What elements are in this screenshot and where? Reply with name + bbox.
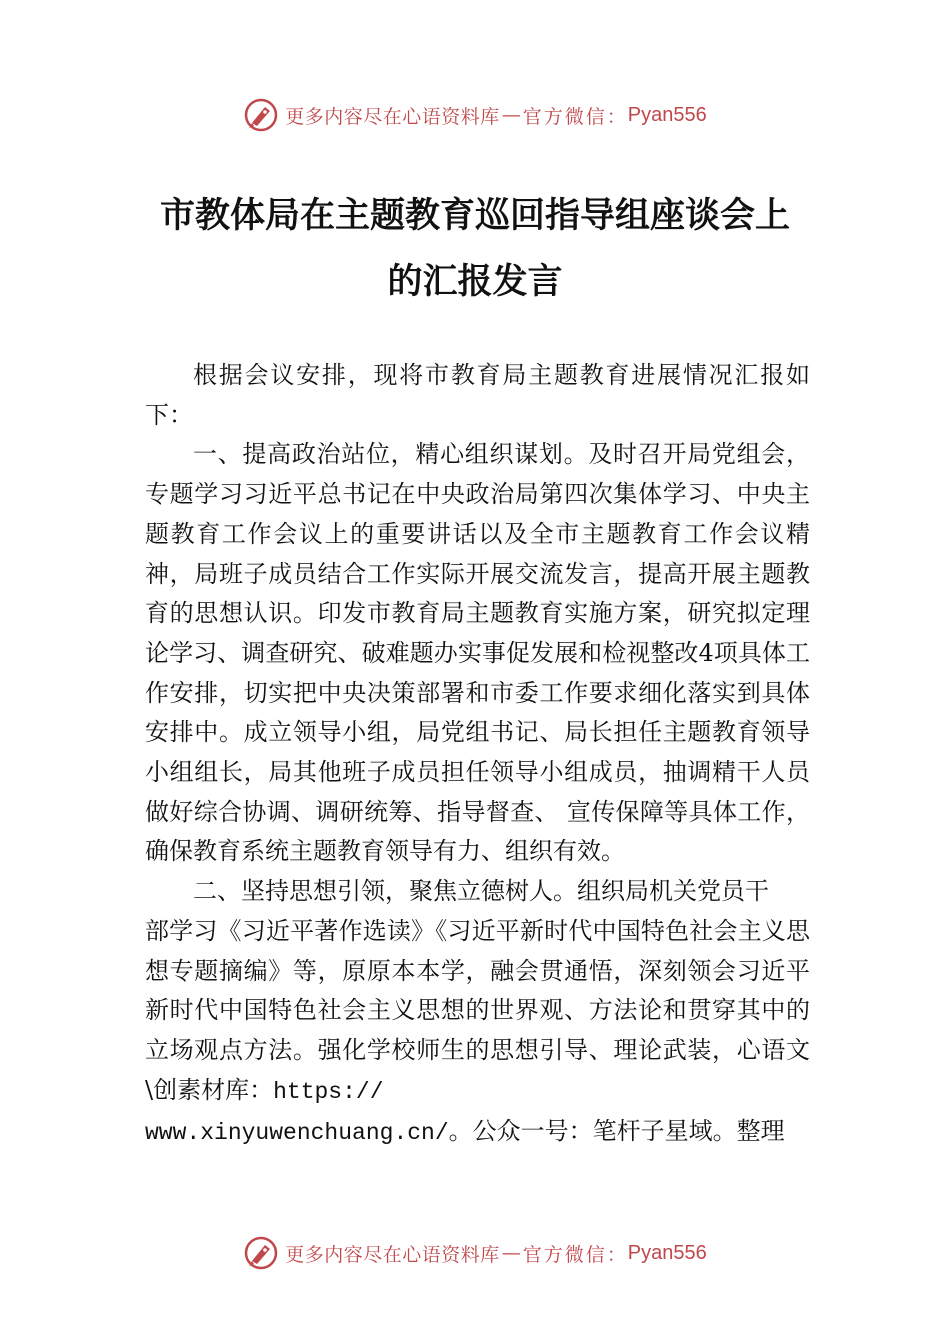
paragraph-section-2-start: 二、坚持思想引领，聚焦立德树人。组织局机关党员干 — [193, 877, 769, 906]
pen-nib-logo-icon — [243, 97, 279, 133]
source-url-domain: www.xinyuwenchuang.cn/ — [145, 1120, 449, 1147]
banner-separator: — — [501, 1242, 521, 1264]
banner-wechat-account: Pyan556 — [627, 103, 707, 126]
banner-wechat-label: 官方微信： — [522, 1243, 628, 1266]
banner-brand-text: 更多内容尽在心语资料库 — [285, 105, 500, 128]
source-url-prefix: https:// — [273, 1078, 384, 1105]
paragraph-section-1: 一、提高政治站位，精心组织谋划。及时召开局党组会，专题学习习近平总书记在中央政治局第四次集体学习、中央主题教育工作会议上的重要讲话以及全市主题教育工作会议精神，局班子成员结合工作实际开展交流发言，提高开展主题教育的思想认识。印发市教育局主题教育实施方案，研究拟定理论学习、调查研究、破难题办实事促发展和检视整改4项具体工作安排，切实把中央决策部署和市委工作要求细化落实到具体安排中。成立领导小组，局党组书记、局长担任主题教育领导小组组长，局其他班子成员担任领导小组成员，抽调精干人员做好综合协调、调研统筹、指导督查、 宣传保障等具体工作，确保教育系统主题教育领导有力、组织有效。 — [145, 440, 810, 866]
banner-separator: — — [501, 104, 521, 126]
title-line-2: 的汇报发言 — [387, 261, 563, 302]
document-body — [145, 356, 810, 1154]
header-banner — [0, 95, 950, 135]
banner-wechat-account: Pyan556 — [627, 1241, 707, 1264]
paragraph-section-2-text: 部学习《习近平著作选读》《习近平新时代中国特色社会主义思想专题摘编》等，原原本本学，融会贯通悟，深刻领会习近平新时代中国特色社会主义思想的世界观、方法论和贯穿其中的立场观点方法。强化学校师生的思想引导、理论武装，心语文\创素材库： — [145, 916, 810, 1104]
paragraph-tail-text: 。公众一号：笔杆子星域。整理 — [448, 1117, 785, 1146]
paragraph-intro: 根据会议安排，现将市教育局主题教育进展情况汇报如下： — [145, 361, 810, 429]
document-title — [150, 183, 800, 315]
banner-wechat-label: 官方微信： — [522, 105, 628, 128]
title-line-1: 市教体局在主题教育巡回指导组座谈会上 — [159, 195, 790, 236]
banner-brand-text: 更多内容尽在心语资料库 — [285, 1243, 500, 1266]
footer-banner — [0, 1233, 950, 1273]
paragraph-section-2-continued — [145, 912, 810, 1154]
pen-nib-logo-icon — [243, 1235, 279, 1271]
